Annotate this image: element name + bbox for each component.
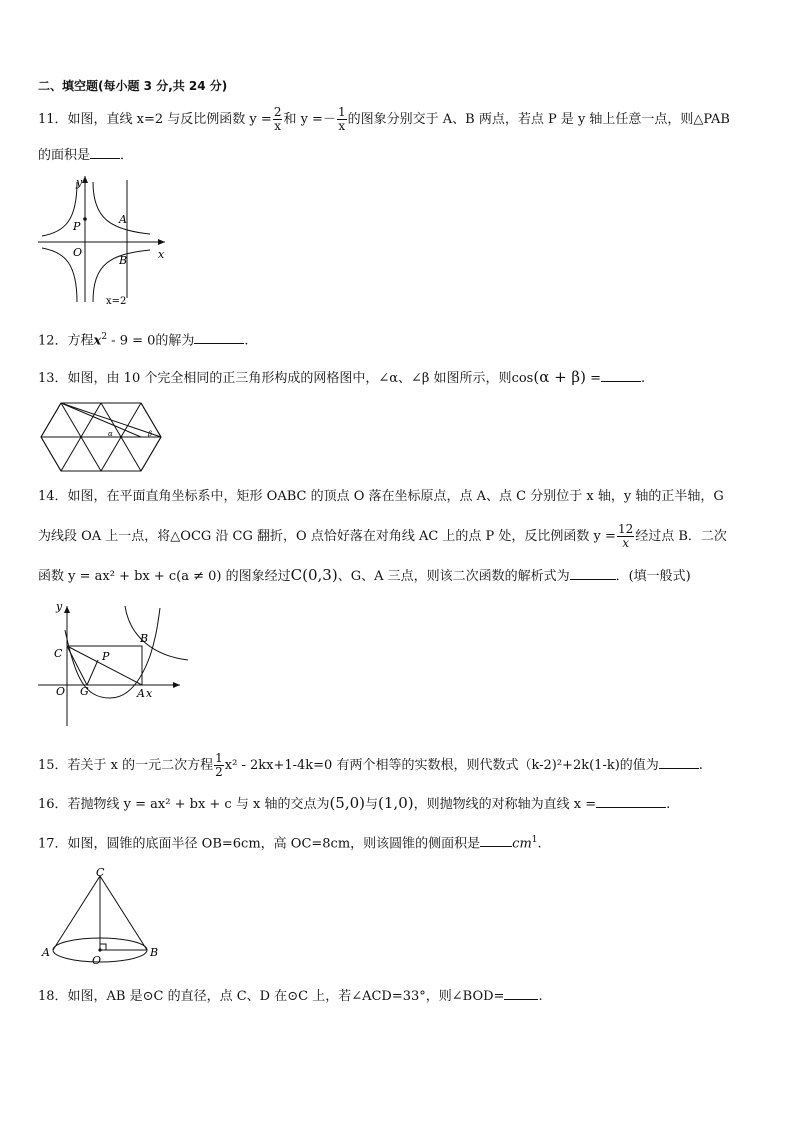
q14-fig-O-label: O — [56, 685, 66, 698]
q11-fig-P-label: P — [73, 220, 81, 233]
q17-line: 17．如图，圆锥的底面半径 OB=6cm，高 OC=8cm，则该圆锥的侧面积是 $cm^1$. — [38, 835, 542, 852]
q13-answer-blank[interactable] — [601, 369, 641, 382]
q13-fig-beta-label: β — [148, 430, 153, 438]
q14-fig-G-label: G — [80, 685, 89, 698]
q17-answer-blank[interactable] — [480, 834, 512, 847]
q13-line: 13．如图，由 10 个完全相同的正三角形构成的网格图中，∠α、∠β 如图所示，则cos(α + β) = . — [38, 368, 646, 386]
q14-line2: 为线段 OA 上一点，将△OCG 沿 CG 翻折，O 点恰好落在对角线 AC 上的点 P 处，反比例函数 y = $\frac{12}{x}$ 经过点 B．二次 — [38, 522, 727, 550]
q11-text-b: 和 y =－ — [283, 112, 336, 127]
q15-fraction: $\frac{1}{2}$ — [215, 751, 223, 779]
q15-line: 15．若关于 x 的一元二次方程 $\frac{1}{2}$ x² - 2kx+1-4k=0 有两个相等的实数根，则代数式（k-2)²+2k(1-k)的值为 . — [38, 751, 703, 779]
q17-fig-O-label: O — [92, 954, 102, 967]
q11-fig-B-label: B — [119, 254, 128, 267]
q17-cone-figure — [38, 862, 168, 972]
q11-fraction-2: $\frac{1}{x}$ — [337, 105, 346, 133]
q16-line: 16．若抛物线 y = ax² + bx + c 与 x 轴的交点为(5,0)与(1,0)，则抛物线的对称轴为直线 x = . — [38, 794, 671, 812]
q15-answer-blank[interactable] — [659, 756, 699, 769]
q11-figure — [30, 170, 180, 310]
q14-fig-B-label: B — [140, 632, 149, 645]
q14-answer-blank[interactable] — [570, 567, 616, 580]
q11-fig-line-label: x=2 — [106, 296, 127, 307]
section-title: 二、填空题(每小题 3 分,共 24 分) — [38, 79, 228, 93]
q18-answer-blank[interactable] — [504, 987, 538, 1000]
q16-answer-blank[interactable] — [596, 795, 666, 808]
q11-fig-x-label: x — [158, 248, 165, 261]
q14-figure — [30, 598, 200, 733]
q17-fig-B-label: B — [150, 946, 159, 959]
q11-fig-y-label: y — [76, 176, 83, 189]
q11-text-c: 的图象分别交于 A、B 两点，若点 P 是 y 轴上任意一点，则△PAB — [347, 112, 730, 127]
q14-fig-A-label: A — [137, 687, 145, 700]
q12-answer-blank[interactable] — [194, 331, 244, 344]
q11-fraction-1: $\frac{2}{x}$ — [273, 105, 282, 133]
q11-fig-A-label: A — [119, 213, 127, 226]
q11-fig-O-label: O — [73, 246, 83, 259]
q14-line3: 函数 y = ax² + bx + c(a ≠ 0) 的图象经过C(0,3)、G、A 三点，则该二次函数的解析式为 ．(填一般式) — [38, 566, 691, 584]
q14-fig-x-label: x — [146, 687, 153, 700]
q13-triangle-grid-figure — [38, 398, 168, 478]
q14-line1: 14．如图，在平面直角坐标系中，矩形 OABC 的顶点 O 落在坐标原点，点 A、点 C 分别位于 x 轴，y 轴的正半轴，G — [38, 489, 724, 504]
q12-line: 12．方程$x^2 - 9 = 0$的解为 . — [38, 332, 249, 349]
q14-fig-y-label: y — [56, 600, 63, 613]
q11-text-a: 11．如图，直线 x=2 与反比例函数 y = — [38, 112, 272, 127]
q11-line2: 的面积是 ． — [38, 148, 134, 163]
q11-answer-blank[interactable] — [90, 146, 120, 159]
q17-fig-A-label: A — [42, 946, 50, 959]
q14-fig-P-label: P — [102, 650, 110, 663]
q11-line1 — [38, 106, 730, 133]
q14-fraction: $\frac{12}{x}$ — [617, 522, 634, 550]
q13-fig-alpha-label: α — [108, 430, 113, 438]
q17-fig-C-label: C — [96, 866, 105, 879]
q14-fig-C-label: C — [54, 647, 63, 660]
q18-line: 18．如图，AB 是⊙C 的直径，点 C、D 在⊙C 上，若∠ACD=33°，则∠BOD= . — [38, 989, 543, 1004]
